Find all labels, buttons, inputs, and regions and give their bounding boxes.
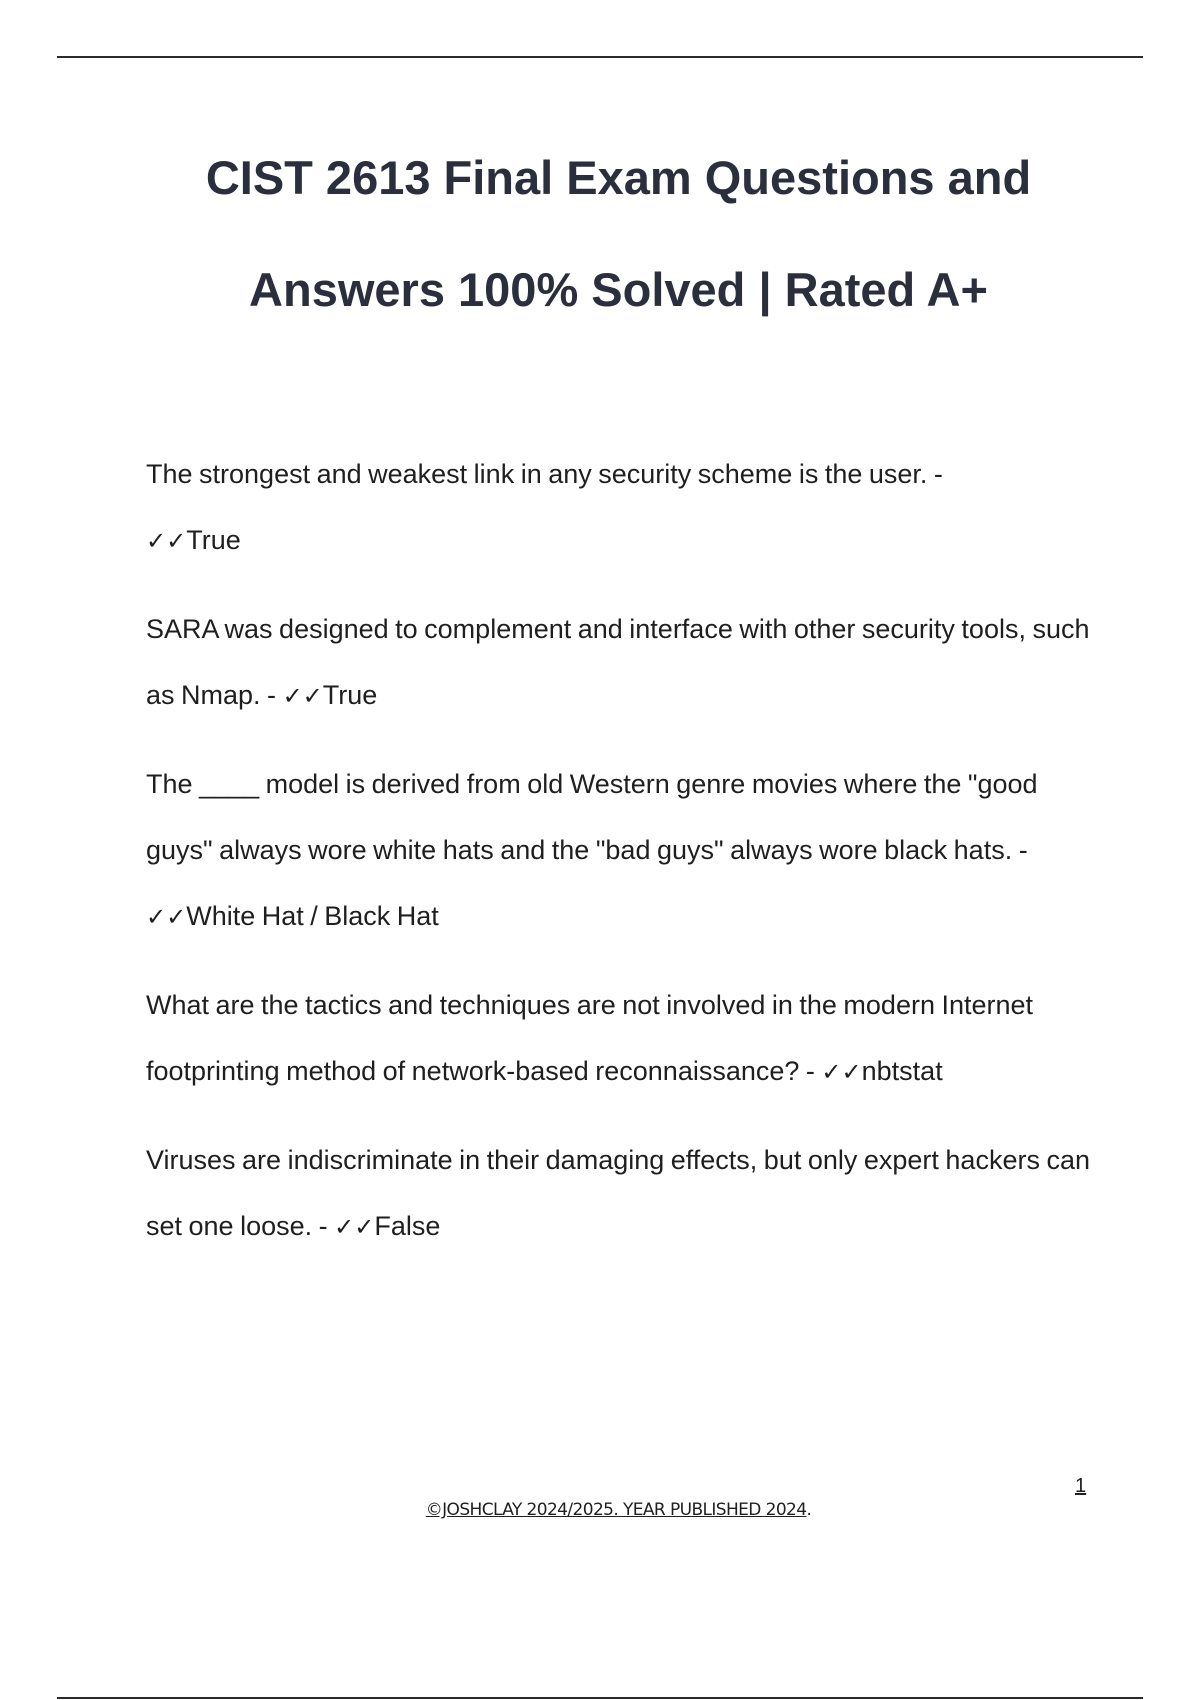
title-line-1: CIST 2613 Final Exam Questions and	[205, 151, 1032, 204]
footer-suffix: .	[806, 1500, 812, 1520]
question-text: The ____ model is derived from old Western genre movies where the "good guys" always wore white hats and the "bad guys" always wore black hats. -	[146, 769, 1038, 865]
question-text: What are the tactics and techniques are not involved in the modern Internet footprinting method of network-based reconnaissance? -	[146, 990, 1034, 1086]
document-title	[0, 122, 1200, 346]
question-text: Viruses are indiscriminate in their damaging effects, but only expert hackers can set one loose. -	[146, 1145, 1090, 1241]
footer-text: ©JOSHCLAY 2024/2025. YEAR PUBLISHED 2024	[425, 1500, 807, 1520]
checkmark-icon: ✓✓	[146, 903, 187, 931]
question-text: The strongest and weakest link in any security scheme is the user. -	[146, 459, 943, 489]
answer-text: White Hat / Black Hat	[186, 901, 439, 931]
checkmark-icon: ✓✓	[282, 682, 323, 710]
qa-item	[146, 1127, 1106, 1260]
checkmark-icon: ✓✓	[146, 527, 187, 555]
page-number: 1	[1075, 1475, 1087, 1497]
qa-item	[146, 972, 1106, 1105]
footer-copyright	[0, 1500, 1200, 1520]
qa-item	[146, 596, 1106, 729]
answer-text: False	[374, 1211, 441, 1241]
title-line-2: Answers 100% Solved | Rated A+	[249, 263, 988, 316]
qa-item	[146, 751, 1106, 950]
answer-text: True	[322, 680, 378, 710]
checkmark-icon: ✓✓	[334, 1213, 375, 1241]
bottom-rule	[57, 1697, 1143, 1699]
answer-text: True	[186, 525, 241, 555]
qa-item	[146, 441, 1106, 574]
answer-text: nbtstat	[861, 1056, 943, 1086]
top-rule	[57, 56, 1143, 58]
question-text: SARA was designed to complement and interface with other security tools, such as Nmap. -	[146, 614, 1090, 710]
question-answer-list	[146, 441, 1106, 1282]
checkmark-icon: ✓✓	[821, 1058, 862, 1086]
